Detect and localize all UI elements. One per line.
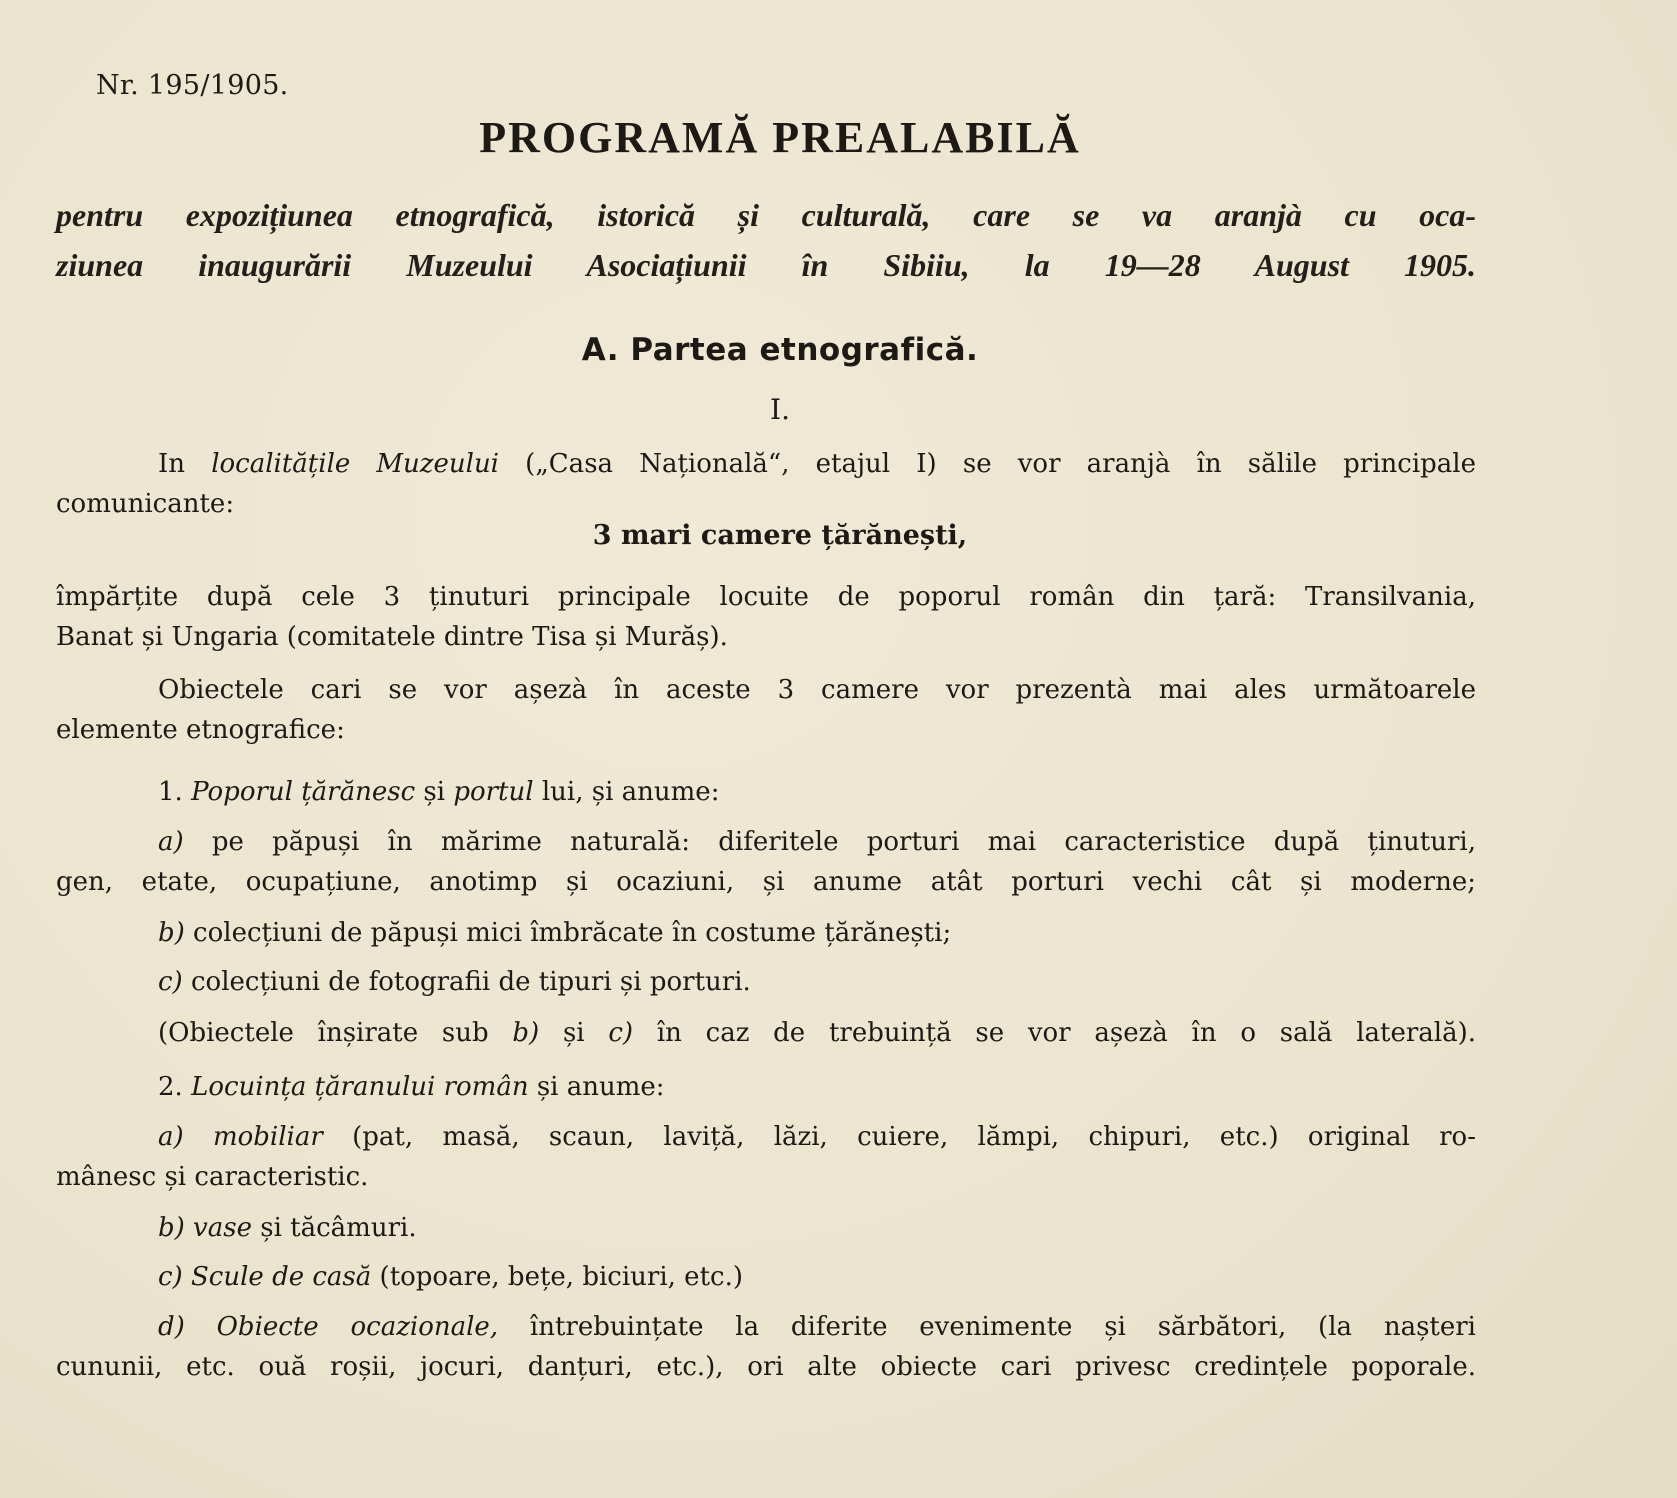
item-2b-line: [56, 1208, 1476, 1248]
item-1c-label: c): [158, 967, 183, 997]
item-2d-italic: Obiecte ocazionale,: [184, 1312, 499, 1342]
item-1c-line: [56, 962, 1476, 1002]
item-1-number: 1.: [158, 777, 192, 807]
item-1-heading: [56, 772, 1476, 812]
item-1b-label: b): [158, 918, 185, 948]
intro-rest: („Casa Națională“, etajul I) se vor aranjà în sălile principale: [499, 449, 1477, 479]
regions-paragraph: [56, 577, 1476, 657]
item-1a-line-2: gen, etate, ocupațiune, anotimp și ocaziuni, și anume atât porturi vechi cât și moderne;: [56, 867, 1476, 897]
item-2b-rest: și tăcâmuri.: [251, 1213, 417, 1243]
regions-line-2: Banat și Ungaria (comitatele dintre Tisa și Murăș).: [56, 622, 728, 652]
item-1-note: [56, 1013, 1476, 1053]
regions-line-1: împărțite după cele 3 ținuturi principale locuite de poporul român din țară: Transilvania,: [56, 582, 1476, 612]
intro-paragraph: [56, 444, 1476, 524]
item-2d-line-2: cununii, etc. ouă roșii, jocuri, danțuri, etc.), ori alte obiecte cari privesc credințele poporale.: [56, 1352, 1476, 1382]
item-2a-label: a): [158, 1122, 184, 1152]
item-1-note-line: [56, 1013, 1476, 1053]
document-number: Nr. 195/1905.: [96, 70, 289, 101]
note-ref-c: c): [608, 1018, 634, 1048]
item-2-italic: Locuința țăranului român: [191, 1072, 529, 1102]
subtitle-line-1: pentru expozițiunea etnografică, istorică și culturală, care se va aranjà cu oca-: [56, 197, 1476, 233]
item-1-line: [56, 772, 1476, 812]
objects-line-1: Obiectele cari se vor așezà în aceste 3 camere vor prezentà mai ales următoarele: [158, 675, 1476, 705]
section-heading: A. Partea etnografică.: [581, 332, 979, 368]
document-title: PROGRAMĂ PREALABILĂ: [479, 113, 1081, 162]
item-2-heading: [56, 1067, 1476, 1107]
item-1-mid: și: [415, 777, 454, 807]
rooms-heading: 3 mari camere țărănești,: [592, 520, 968, 551]
section-roman-numeral: I.: [770, 393, 790, 426]
item-2d-line-1: [56, 1307, 1476, 1347]
subtitle-line-2: ziunea inaugurării Muzeului Asociațiunii în Sibiiu, la 19—28 August 1905.: [56, 247, 1476, 283]
item-1a-text-1: pe păpuși în mărime naturală: diferitele porturi mai caracteristice după ținuturi,: [183, 827, 1476, 857]
objects-line-2: elemente etnografice:: [56, 715, 345, 745]
item-2d-text-1: întrebuințate la diferite evenimente și sărbători, (la nașteri: [498, 1312, 1477, 1342]
intro-line-1: [56, 444, 1476, 484]
note-part-3: în caz de trebuință se vor așezà în o sală laterală).: [633, 1018, 1476, 1048]
item-1b-text: colecțiuni de păpuși mici îmbrăcate în costume țărănești;: [184, 918, 952, 948]
item-2c-label: c): [158, 1262, 183, 1292]
item-2a-italic: mobiliar: [183, 1122, 323, 1152]
item-1-italic-1: Poporul țărănesc: [191, 777, 416, 807]
item-1-rest: lui, și anume:: [533, 777, 720, 807]
item-2-number: 2.: [158, 1072, 192, 1102]
intro-line-2: comunicante:: [56, 489, 235, 519]
item-2b-label: b): [158, 1213, 185, 1243]
item-1a-paragraph: [56, 822, 1476, 902]
note-part-2: și: [539, 1018, 609, 1048]
item-2c-italic: Scule de casă: [182, 1262, 372, 1292]
item-1a-line-1: [56, 822, 1476, 862]
item-2c-paragraph: [56, 1257, 1476, 1297]
item-2-rest: și anume:: [528, 1072, 665, 1102]
item-2c-rest: (topoare, bețe, biciuri, etc.): [371, 1262, 743, 1292]
item-2a-line-1: [56, 1117, 1476, 1157]
item-1b-paragraph: [56, 913, 1476, 953]
document-subtitle: [56, 190, 1476, 290]
item-2a-line-2: mânesc și caracteristic.: [56, 1162, 369, 1192]
item-1c-paragraph: [56, 962, 1476, 1002]
note-part-1: (Obiectele înșirate sub: [158, 1018, 513, 1048]
item-2a-text-1: (pat, masă, scaun, laviță, lăzi, cuiere, lămpi, chipuri, etc.) original ro-: [322, 1122, 1476, 1152]
item-1c-text: colecțiuni de fotografii de tipuri și porturi.: [182, 967, 751, 997]
objects-paragraph: [56, 670, 1476, 750]
item-1-italic-2: portul: [453, 777, 534, 807]
item-2b-italic: vase: [184, 1213, 252, 1243]
note-ref-b: b): [512, 1018, 540, 1048]
item-2d-label: d): [158, 1312, 185, 1342]
item-2d-paragraph: [56, 1307, 1476, 1387]
intro-italic: localitățile Muzeului: [211, 449, 500, 479]
item-2-line: [56, 1067, 1476, 1107]
item-1a-label: a): [158, 827, 184, 857]
item-2b-paragraph: [56, 1208, 1476, 1248]
item-2a-paragraph: [56, 1117, 1476, 1197]
item-1b-line: [56, 913, 1476, 953]
item-2c-line: [56, 1257, 1476, 1297]
intro-prefix: In: [158, 449, 212, 479]
